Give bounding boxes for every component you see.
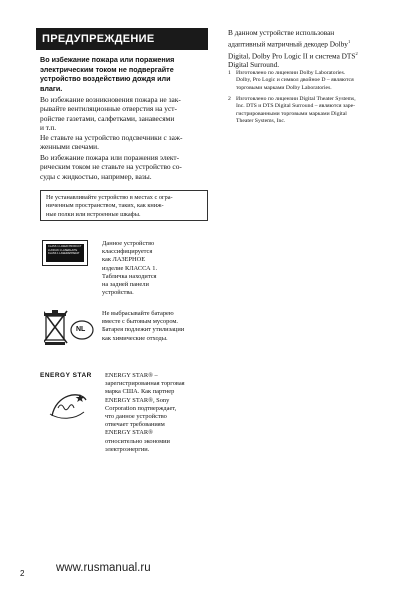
bold-warning-line: влаги. — [40, 83, 63, 93]
footnote-line: гистрированными торговыми марками Digital — [236, 110, 347, 117]
note-line: ниченным пространством, таких, как книж- — [46, 202, 164, 210]
battery-disposal-icon — [44, 310, 96, 346]
energy-text-line: отвечает требованиям — [105, 421, 165, 429]
intro-line: адаптивный матричный декодер Dolby — [228, 39, 348, 49]
energy-star-wordmark: ENERGY STAR — [40, 372, 92, 379]
energy-star-emblem-icon — [46, 386, 90, 426]
laser-text-line: изделие КЛАССА 1. — [102, 264, 158, 272]
decoder-intro — [228, 28, 403, 70]
para-line: рическим током не ставьте на устройство со- — [40, 162, 182, 172]
para-line: рывайте вентиляционные отверстия на уст- — [40, 104, 177, 114]
footnote-mark: 2 — [355, 50, 358, 56]
para-line: Не ставьте на устройство подсвечники с заж- — [40, 133, 183, 142]
warning-header: ПРЕДУПРЕЖДЕНИЕ — [36, 28, 208, 50]
energy-text-line: относительно экономии — [105, 437, 170, 445]
footnote-line: Изготовлено по лицензии Dolby Laboratories. — [236, 70, 346, 76]
para-line: женными свечами. — [40, 142, 99, 152]
bold-warning-line: Во избежание пожара или поражения — [40, 55, 175, 64]
laser-text-line: Данное устройство — [102, 240, 155, 247]
energy-text-line: ENERGY STAR® – — [105, 372, 158, 379]
laser-text-line: как ЛАЗЕРНОЕ — [102, 256, 146, 264]
energy-text-line: ENERGY STAR® — [105, 429, 153, 437]
para-line: суды с жидкостью, например, вазы. — [40, 171, 152, 181]
intro-line: Digital Surround. — [228, 60, 280, 70]
footnote-line: Dolby, Pro Logic и символ двойное D – являются — [236, 77, 354, 84]
energy-text-line: что данное устройство — [105, 413, 167, 421]
footnote-line: Изготовлено по лицензии Digital Theater Systems, — [236, 96, 356, 102]
laser-text-line: Табличка находится — [102, 272, 157, 280]
footnote-line: Theater Systems, Inc. — [236, 118, 286, 125]
energy-star-text — [105, 372, 217, 454]
laser-product-label — [42, 240, 88, 266]
footnote-line: Inc. DTS и DTS Digital Surround – являются заре- — [236, 103, 355, 110]
para-line: Во избежание возникновения пожара не зак- — [40, 95, 181, 104]
energy-text-line: зарегистрированная торговая — [105, 380, 185, 388]
intro-line: Digital, Dolby Pro Logic II и система DTS — [228, 51, 356, 61]
para-line: и т.п. — [40, 123, 57, 133]
laser-text-line: на задней панели — [102, 281, 149, 289]
page-number: 2 — [20, 569, 25, 578]
footnote-mark: 1 — [347, 39, 351, 45]
para-ventilation — [40, 95, 218, 133]
energy-text-line: Corporation подтверждает, — [105, 404, 177, 412]
laser-label-line: KLASS 1 LASERAPPARAT — [48, 252, 80, 256]
laser-label-line: CLASS 1 LASER PRODUCT — [48, 245, 82, 248]
note-line: Не устанавливайте устройство в местах с огра- — [46, 194, 173, 201]
para-candles — [40, 133, 218, 152]
laser-label-text — [46, 244, 84, 262]
footnote-number: 2 — [228, 96, 231, 102]
battery-text — [102, 310, 217, 343]
energy-text-line: электроэнергии. — [105, 445, 150, 453]
battery-text-line: как химические отходы. — [102, 334, 168, 342]
note-line: ные полки или встроенные шкафы. — [46, 210, 141, 218]
energy-star-logo — [40, 372, 102, 432]
footnote-line: торговыми марками Dolby Laboratories. — [236, 84, 332, 91]
footer-url[interactable]: www.rusmanual.ru — [56, 562, 151, 574]
laser-class-text — [102, 240, 212, 297]
battery-text-line: Не выбрасывайте батарею — [102, 310, 174, 317]
energy-text-line: марка США. Как партнер — [105, 388, 175, 396]
installation-note-box — [40, 190, 208, 221]
battery-text-line: Батарея подлежит утилизации — [102, 326, 185, 334]
laser-text-line: классифицируется — [102, 248, 153, 256]
battery-text-line: вместе с бытовым мусором. — [102, 318, 179, 326]
bold-warning-line: электрическим током не подвергайте — [40, 64, 174, 74]
nl-mark: NL — [76, 326, 86, 333]
para-line: Во избежание пожара или поражения элект- — [40, 153, 180, 162]
footnote-dolby — [236, 70, 406, 92]
intro-line: В данном устройстве использован — [228, 28, 335, 37]
laser-label-line: LUOKAN 1 LASERLAITE — [48, 248, 78, 252]
bold-warning-line: устройство воздействию дождя или — [40, 74, 171, 84]
para-line: ройстве газетами, салфетками, занавесями — [40, 113, 175, 123]
laser-text-line: устройства. — [102, 289, 134, 297]
bold-warning — [40, 55, 215, 93]
energy-text-line: ENERGY STAR®, Sony — [105, 396, 170, 404]
footnote-dts — [236, 96, 406, 126]
footnote-number: 1 — [228, 70, 231, 76]
para-liquids — [40, 153, 218, 181]
